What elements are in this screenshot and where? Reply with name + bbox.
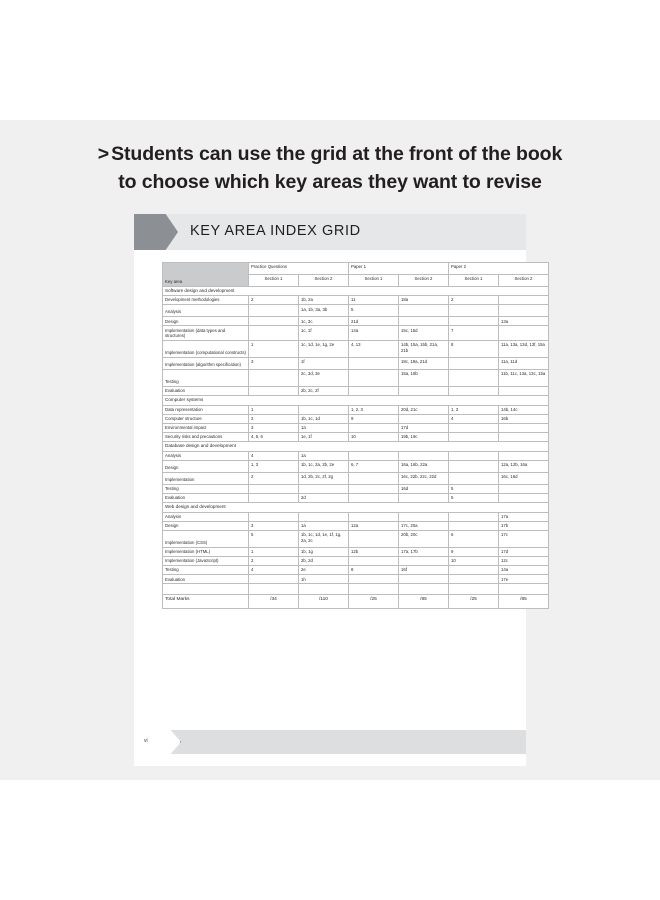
grid-cell xyxy=(449,386,499,395)
grid-cell xyxy=(249,575,299,584)
grid-row-label: Implementation (algorithm specification) xyxy=(163,357,249,369)
grid-cell xyxy=(449,575,499,584)
grid-row xyxy=(163,472,549,484)
grid-cell xyxy=(249,386,299,395)
grid-cell: 1b, 1c, 2a, 2b, 2e xyxy=(299,460,349,472)
grid-spacer-cell xyxy=(499,584,549,595)
grid-cell xyxy=(449,472,499,484)
grid-cell xyxy=(249,484,299,493)
grid-cell xyxy=(449,305,499,317)
grid-cell xyxy=(249,326,299,341)
grid-section-header-2: Section 1 xyxy=(349,274,399,286)
grid-row xyxy=(163,405,549,414)
grid-cell xyxy=(449,357,499,369)
grid-row xyxy=(163,340,549,357)
grid-cell xyxy=(449,317,499,326)
grid-row xyxy=(163,493,549,502)
grid-cell: 2 xyxy=(249,472,299,484)
grid-spacer-cell xyxy=(163,584,249,595)
grid-total-value-1: /110 xyxy=(299,595,349,609)
grid-cell: 1h xyxy=(299,575,349,584)
grid-table xyxy=(162,262,549,609)
page-title xyxy=(60,140,600,197)
grid-cell: 15c, 15d xyxy=(399,326,449,341)
grid-cell: 1 xyxy=(249,340,299,357)
grid-cell xyxy=(449,423,499,432)
grid-cell xyxy=(349,472,399,484)
grid-cell: 1, 2, 3 xyxy=(349,405,399,414)
grid-cell: 7 xyxy=(449,326,499,341)
grid-cell: 11a, 11d xyxy=(499,357,549,369)
grid-cell: 2d xyxy=(299,493,349,502)
grid-cell: 5 xyxy=(449,484,499,493)
grid-cell: 2 xyxy=(449,296,499,305)
grid-section-title: Web design and development xyxy=(163,503,549,513)
grid-cell: 17d xyxy=(399,423,449,432)
grid-row xyxy=(163,460,549,472)
grid-cell: 19b, 19c xyxy=(399,432,449,441)
grid-section-title-row xyxy=(163,286,549,296)
grid-cell: 14a xyxy=(349,326,399,341)
grid-total-row xyxy=(163,595,549,609)
grid-cell: 17d xyxy=(499,547,549,556)
grid-cell: 1c, 1d, 1e, 1g, 2e xyxy=(299,340,349,357)
grid-cell: 1b, 1g xyxy=(299,547,349,556)
grid-cell: 16a, 16b, 22a xyxy=(399,460,449,472)
grid-cell: 17e xyxy=(499,575,549,584)
grid-cell: 6, 7 xyxy=(349,460,399,472)
grid-cell xyxy=(399,317,449,326)
grid-cell: 10 xyxy=(449,556,499,565)
grid-cell: 18a xyxy=(399,296,449,305)
grid-cell: 16c, 22b, 22c, 22d xyxy=(399,472,449,484)
grid-cell xyxy=(349,386,399,395)
grid-cell: 1b, 1c, 1d xyxy=(299,414,349,423)
grid-total-value-0: /34 xyxy=(249,595,299,609)
footer-bar xyxy=(168,730,526,754)
grid-cell: 1, 3 xyxy=(449,405,499,414)
grid-group-header-0: Practice Questions xyxy=(249,263,349,275)
grid-cell xyxy=(249,317,299,326)
grid-cell: 20b, 20c xyxy=(399,530,449,547)
grid-cell xyxy=(499,296,549,305)
grid-section-title: Database design and development xyxy=(163,442,549,452)
grid-section-header-5: Section 2 xyxy=(499,274,549,286)
grid-cell xyxy=(399,556,449,565)
grid-total-value-2: /25 xyxy=(349,595,399,609)
grid-spacer-cell xyxy=(449,584,499,595)
grid-row-label: Testing xyxy=(163,566,249,575)
grid-cell: 4 xyxy=(249,566,299,575)
grid-cell xyxy=(349,512,399,521)
key-area-index-grid xyxy=(162,262,546,609)
grid-row xyxy=(163,305,549,317)
grid-cell: 1b, 2a xyxy=(299,296,349,305)
grid-row-label: Implementation (CSS) xyxy=(163,530,249,547)
grid-row-label: Testing xyxy=(163,369,249,386)
grid-cell xyxy=(249,369,299,386)
grid-row xyxy=(163,414,549,423)
grid-row xyxy=(163,296,549,305)
grid-cell: 2e xyxy=(299,566,349,575)
grid-cell xyxy=(249,305,299,317)
grid-cell: 17b xyxy=(499,521,549,530)
grid-cell: 16d xyxy=(399,484,449,493)
grid-cell xyxy=(299,512,349,521)
grid-row xyxy=(163,423,549,432)
grid-cell: 4 xyxy=(249,451,299,460)
grid-cell: 3 xyxy=(249,521,299,530)
grid-row-label: Testing xyxy=(163,484,249,493)
grid-cell: 12b xyxy=(349,547,399,556)
grid-row xyxy=(163,451,549,460)
grid-cell: 15a, 18b xyxy=(399,369,449,386)
grid-cell xyxy=(349,451,399,460)
grid-cell: 4, 5, 6 xyxy=(249,432,299,441)
grid-cell xyxy=(499,484,549,493)
grid-cell xyxy=(499,386,549,395)
grid-cell xyxy=(349,484,399,493)
grid-row-label: Evaluation xyxy=(163,575,249,584)
grid-cell xyxy=(499,305,549,317)
grid-cell xyxy=(499,423,549,432)
grid-row-label: Analysis xyxy=(163,451,249,460)
grid-cell: 1e, 1f xyxy=(299,432,349,441)
grid-section-header-0: Section 1 xyxy=(249,274,299,286)
grid-cell: 14b, 15a, 15b, 21a, 21b xyxy=(399,340,449,357)
grid-row-label: Environmental impact xyxy=(163,423,249,432)
grid-cell: 1a, 1b, 3a, 3b xyxy=(299,305,349,317)
grid-total-value-5: /85 xyxy=(499,595,549,609)
grid-row xyxy=(163,432,549,441)
grid-cell: 11 xyxy=(349,296,399,305)
grid-row-label: Design xyxy=(163,317,249,326)
grid-header-key-area: Key area xyxy=(163,263,249,287)
grid-cell: 17a xyxy=(499,512,549,521)
grid-row xyxy=(163,575,549,584)
grid-header-groups xyxy=(163,263,549,275)
page-banner xyxy=(134,214,526,250)
grid-cell: 2 xyxy=(249,296,299,305)
grid-cell xyxy=(399,451,449,460)
grid-cell: 2b, 2c, 2f xyxy=(299,386,349,395)
grid-group-header-1: Paper 1 xyxy=(349,263,449,275)
grid-row-label: Implementation (data types and structures) xyxy=(163,326,249,341)
grid-cell: 1c, 3c xyxy=(299,317,349,326)
grid-group-header-2: Paper 2 xyxy=(449,263,549,275)
grid-spacer-cell xyxy=(249,584,299,595)
grid-cell: 2 xyxy=(249,414,299,423)
grid-row-label: Evaluation xyxy=(163,386,249,395)
grid-cell xyxy=(449,451,499,460)
grid-row-label: Implementation (HTML) xyxy=(163,547,249,556)
grid-cell xyxy=(499,432,549,441)
grid-cell: 12a, 12b, 16a xyxy=(499,460,549,472)
grid-cell: 16c, 16d xyxy=(499,472,549,484)
grid-cell: 5 xyxy=(449,493,499,502)
grid-cell xyxy=(299,484,349,493)
grid-row-label: Implementation xyxy=(163,472,249,484)
grid-row-label: Analysis xyxy=(163,512,249,521)
grid-cell: 16f xyxy=(399,566,449,575)
grid-total-value-4: /25 xyxy=(449,595,499,609)
grid-cell: 1f xyxy=(299,357,349,369)
grid-row xyxy=(163,512,549,521)
grid-row xyxy=(163,566,549,575)
grid-cell: 20d, 21c xyxy=(399,405,449,414)
grid-section-title: Computer systems xyxy=(163,396,549,406)
grid-spacer-cell xyxy=(349,584,399,595)
grid-spacer-cell xyxy=(299,584,349,595)
book-page xyxy=(134,214,546,766)
grid-cell: 1 xyxy=(249,547,299,556)
grid-row xyxy=(163,357,549,369)
grid-cell xyxy=(349,369,399,386)
grid-cell: 1c, 1f xyxy=(299,326,349,341)
grid-spacer-cell xyxy=(399,584,449,595)
grid-cell xyxy=(449,512,499,521)
grid-row xyxy=(163,369,549,386)
grid-cell: 18c, 19a, 21d xyxy=(399,357,449,369)
grid-row xyxy=(163,530,549,547)
grid-cell: 17c xyxy=(499,530,549,547)
grid-cell xyxy=(349,556,399,565)
grid-total-value-3: /85 xyxy=(399,595,449,609)
grid-cell xyxy=(449,566,499,575)
grid-cell: 21d xyxy=(349,317,399,326)
grid-cell: 17a, 17b xyxy=(399,547,449,556)
grid-section-header-3: Section 2 xyxy=(399,274,449,286)
grid-cell: 1 xyxy=(249,405,299,414)
grid-cell xyxy=(249,512,299,521)
grid-cell xyxy=(349,530,399,547)
grid-cell: 2b, 2d xyxy=(299,556,349,565)
grid-cell xyxy=(499,326,549,341)
grid-cell: 2 xyxy=(249,556,299,565)
grid-row xyxy=(163,521,549,530)
grid-section-title-row xyxy=(163,442,549,452)
grid-section-header-4: Section 1 xyxy=(449,274,499,286)
banner-title: KEY AREA INDEX GRID xyxy=(190,223,361,239)
grid-cell xyxy=(399,386,449,395)
grid-cell: 9 xyxy=(349,414,399,423)
grid-row-label: Development methodologies xyxy=(163,296,249,305)
grid-cell xyxy=(449,460,499,472)
grid-cell: 11a, 13a, 13d, 13f, 15a xyxy=(499,340,549,357)
grid-section-header-1: Section 2 xyxy=(299,274,349,286)
grid-cell xyxy=(399,512,449,521)
grid-cell: 9 xyxy=(449,547,499,556)
grid-cell xyxy=(449,369,499,386)
grid-cell xyxy=(399,575,449,584)
headline-line-1: Students can use the grid at the front of the book xyxy=(111,143,563,165)
grid-cell: 16b xyxy=(499,414,549,423)
grid-cell: 10 xyxy=(349,432,399,441)
grid-section-title-row xyxy=(163,396,549,406)
grid-cell: 14a xyxy=(499,566,549,575)
grid-row-label: Implementation (computational constructs) xyxy=(163,340,249,357)
grid-cell: 1a xyxy=(299,451,349,460)
grid-cell xyxy=(399,414,449,423)
grid-cell: 5 xyxy=(349,305,399,317)
arrow-icon xyxy=(134,214,178,250)
grid-cell xyxy=(399,493,449,502)
grid-cell: 12c xyxy=(499,556,549,565)
grid-cell xyxy=(449,521,499,530)
grid-cell: 1b, 1c, 1d, 1e, 1f, 1g, 2a, 2c xyxy=(299,530,349,547)
grid-row xyxy=(163,317,549,326)
grid-row xyxy=(163,556,549,565)
grid-cell: 12a xyxy=(349,521,399,530)
grid-row-label: Data representation xyxy=(163,405,249,414)
chevron-marker: > xyxy=(97,143,110,165)
grid-cell: 1d, 2b, 2c, 2f, 2g xyxy=(299,472,349,484)
grid-cell xyxy=(349,423,399,432)
grid-cell: 17c, 20a xyxy=(399,521,449,530)
grid-cell: 6 xyxy=(449,530,499,547)
grid-cell xyxy=(299,405,349,414)
grid-cell: 13a xyxy=(499,317,549,326)
grid-cell: 1a xyxy=(299,521,349,530)
grid-row-label: Analysis xyxy=(163,305,249,317)
grid-cell: 14b, 14c xyxy=(499,405,549,414)
grid-cell: 4, 13 xyxy=(349,340,399,357)
grid-section-title: Software design and development xyxy=(163,286,549,296)
headline-line-2: to choose which key areas they want to revise xyxy=(118,171,542,194)
grid-cell xyxy=(399,305,449,317)
grid-cell: 11b, 11c, 13a, 13c, 15a xyxy=(499,369,549,386)
page-footer xyxy=(134,730,526,754)
grid-cell xyxy=(349,575,399,584)
grid-row xyxy=(163,386,549,395)
grid-row-label: Security risks and precautions xyxy=(163,432,249,441)
grid-cell xyxy=(249,493,299,502)
grid-cell xyxy=(449,432,499,441)
grid-row-label: Design xyxy=(163,460,249,472)
grid-cell: 2c, 3d, 3e xyxy=(299,369,349,386)
grid-cell xyxy=(349,357,399,369)
grid-row-label: Evaluation xyxy=(163,493,249,502)
grid-cell: 1a xyxy=(299,423,349,432)
grid-cell: 4 xyxy=(449,414,499,423)
grid-row xyxy=(163,547,549,556)
grid-row-label: Computer structure xyxy=(163,414,249,423)
grid-cell: 5 xyxy=(249,530,299,547)
grid-cell: 8 xyxy=(449,340,499,357)
grid-spacer-row xyxy=(163,584,549,595)
grid-cell: 3 xyxy=(249,357,299,369)
grid-cell: 8 xyxy=(349,566,399,575)
grid-cell: 3 xyxy=(249,423,299,432)
grid-row xyxy=(163,326,549,341)
grid-cell xyxy=(499,493,549,502)
grid-total-label: Total Marks xyxy=(163,595,249,609)
grid-cell xyxy=(349,493,399,502)
grid-row xyxy=(163,484,549,493)
folio-number: vi xyxy=(144,738,148,744)
grid-row-label: Design xyxy=(163,521,249,530)
grid-cell xyxy=(499,451,549,460)
grid-cell: 1, 3 xyxy=(249,460,299,472)
grid-row-label: Implementation (JavaScript) xyxy=(163,556,249,565)
grid-section-title-row xyxy=(163,503,549,513)
